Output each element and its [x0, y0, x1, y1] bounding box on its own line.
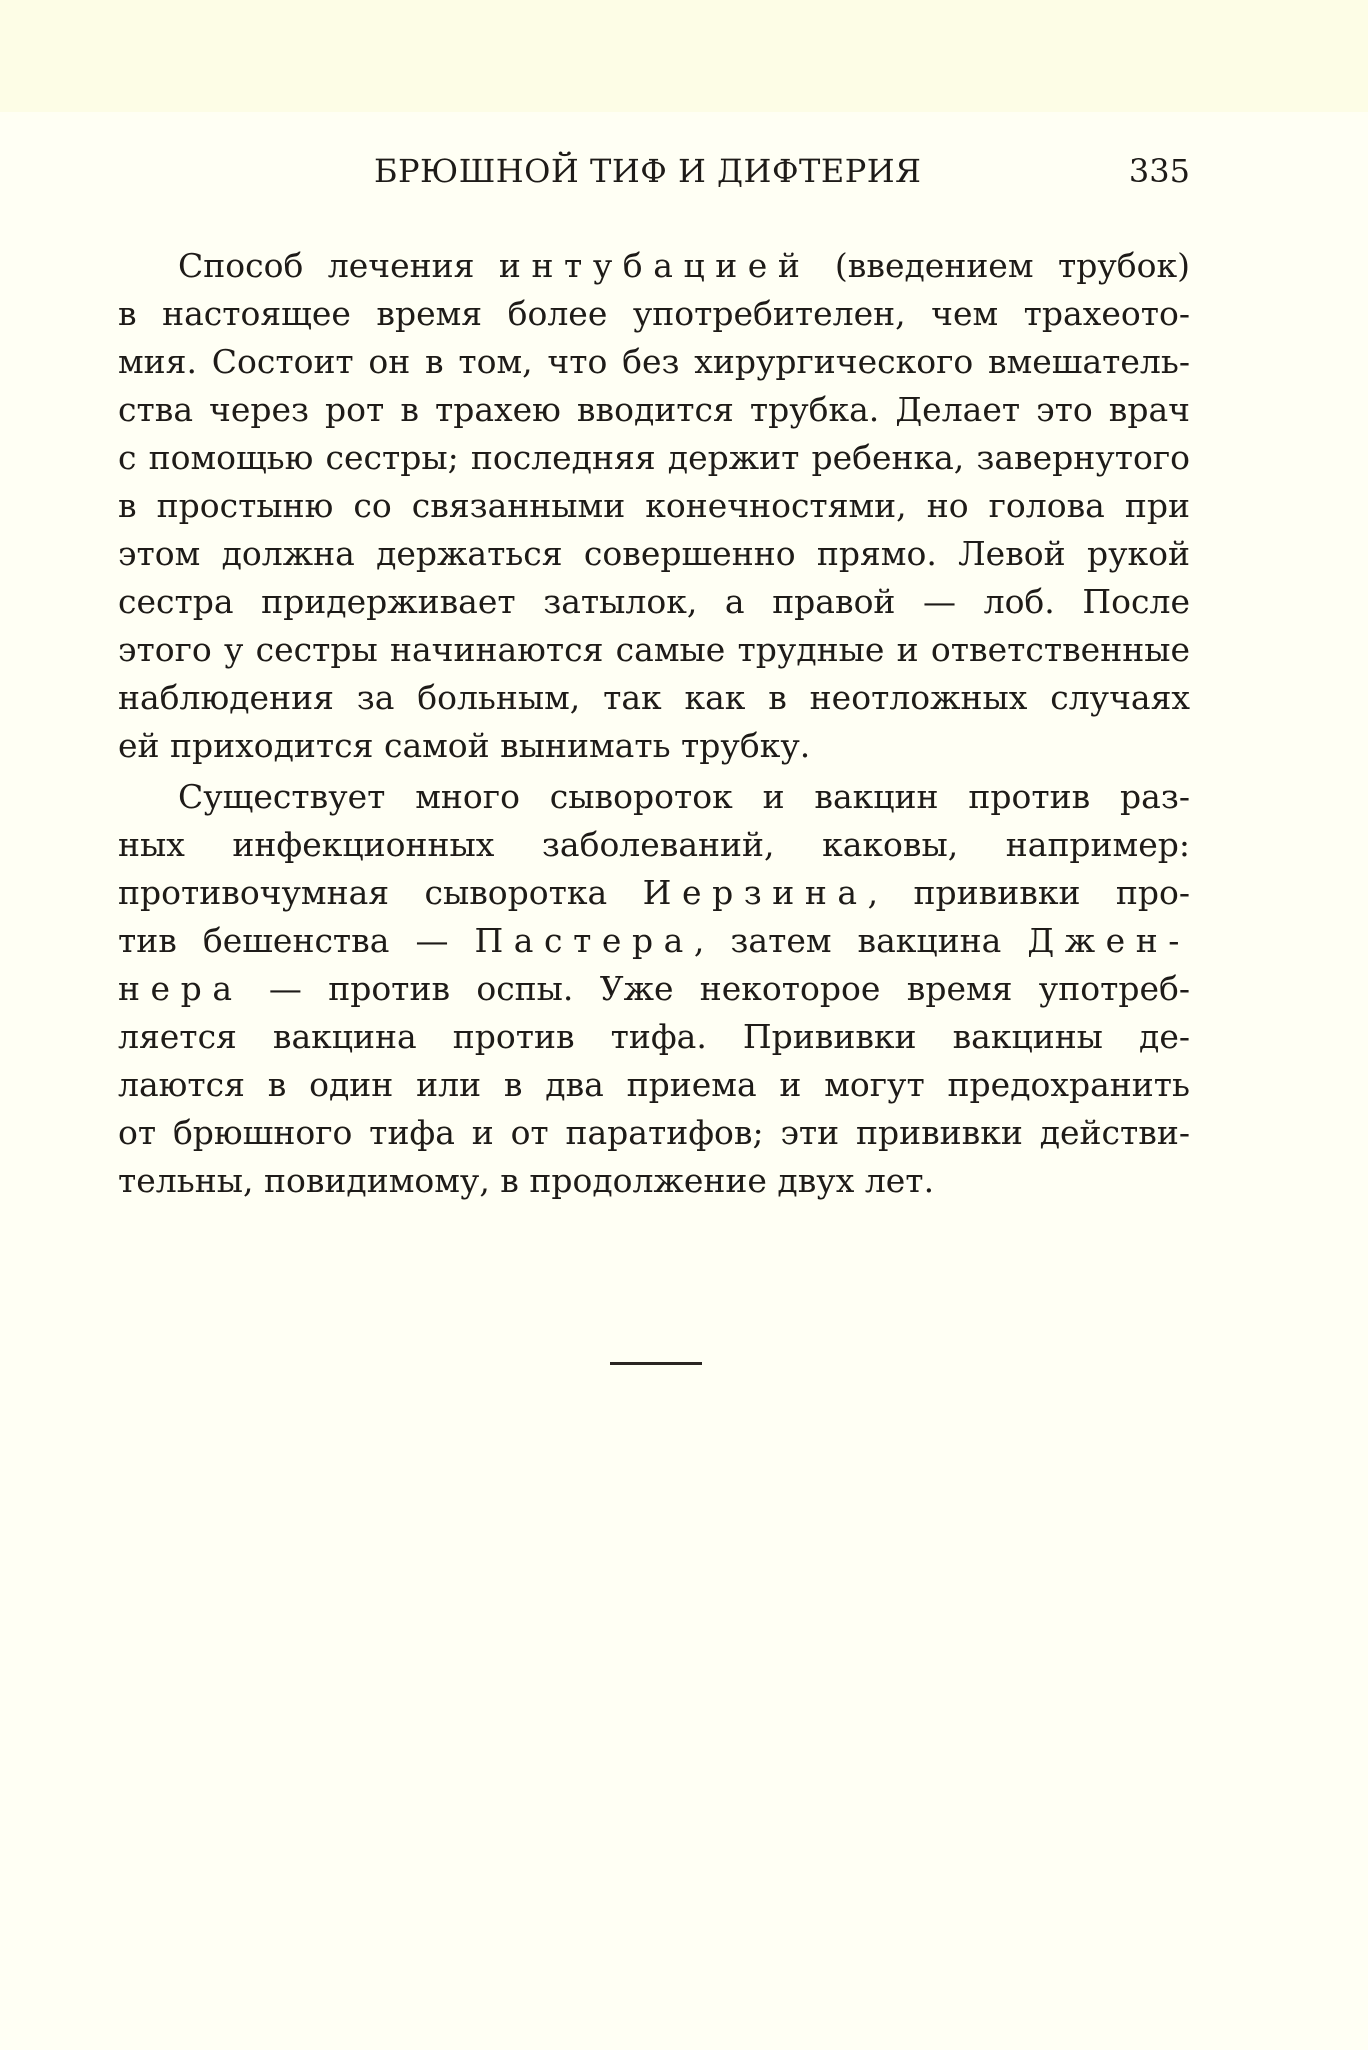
text-line	[118, 965, 1190, 1013]
text-line	[118, 242, 1190, 290]
text-run: — против оспы. Уже некоторое время употреб-	[242, 969, 1190, 1008]
text-line	[118, 869, 1190, 917]
text-line: лаются в один или в два приема и могут предохранить	[118, 1065, 1190, 1104]
text-run: (введением трубок)	[810, 246, 1190, 285]
spaced-term: интубацией	[498, 246, 811, 285]
running-head	[118, 152, 1190, 202]
text-run: , прививки про-	[867, 873, 1190, 912]
spaced-name: нера	[118, 969, 243, 1008]
text-line: тельны, повидимому, в продолжение двух лет.	[118, 1161, 935, 1200]
text-run: , затем вакцина	[693, 921, 1028, 960]
text-line: сестра придерживает затылок, а правой — лоб. После	[118, 582, 1190, 621]
text-run: тив бешенства —	[118, 921, 475, 960]
text-line: с помощью сестры; последняя держит ребенка, завернутого	[118, 438, 1190, 477]
text-line: Существует много сывороток и вакцин против раз-	[178, 777, 1190, 816]
text-line: этого у сестры начинаются самые трудные и ответственные	[118, 630, 1190, 669]
paragraph	[118, 773, 1190, 1205]
text-line: наблюдения за больным, так как в неотложных случаях	[118, 678, 1190, 717]
text-run: Способ лечения	[178, 246, 499, 285]
text-line	[118, 917, 1190, 965]
paragraph	[118, 242, 1190, 770]
text-run: противочумная сыворотка	[118, 873, 643, 912]
text-line: ей приходится самой вынимать трубку.	[118, 726, 811, 765]
page-number: 335	[1128, 152, 1190, 190]
running-head-title: БРЮШНОЙ ТИФ И ДИФТЕРИЯ	[374, 152, 922, 190]
spaced-name: Иерзина	[642, 873, 868, 912]
text-line: от брюшного тифа и от паратифов; эти прививки действи-	[118, 1113, 1190, 1152]
text-line: ляется вакцина против тифа. Прививки вакцины де-	[118, 1017, 1190, 1056]
body-text	[118, 242, 1190, 1205]
spaced-name: Джен-	[1027, 921, 1190, 960]
text-line: мия. Состоит он в том, что без хирургического вмешатель-	[118, 342, 1190, 381]
text-line: ных инфекционных заболеваний, каковы, например:	[118, 825, 1190, 864]
text-line: этом должна держаться совершенно прямо. Левой рукой	[118, 534, 1190, 573]
text-line: ства через рот в трахею вводится трубка. Делает это врач	[118, 390, 1190, 429]
spaced-name: Пастера	[474, 921, 694, 960]
text-line: в настоящее время более употребителен, чем трахеото-	[118, 294, 1190, 333]
page-top-margin	[0, 0, 1368, 112]
text-line: в простыню со связанными конечностями, но голова при	[118, 486, 1190, 525]
chapter-end-rule	[610, 1362, 702, 1365]
